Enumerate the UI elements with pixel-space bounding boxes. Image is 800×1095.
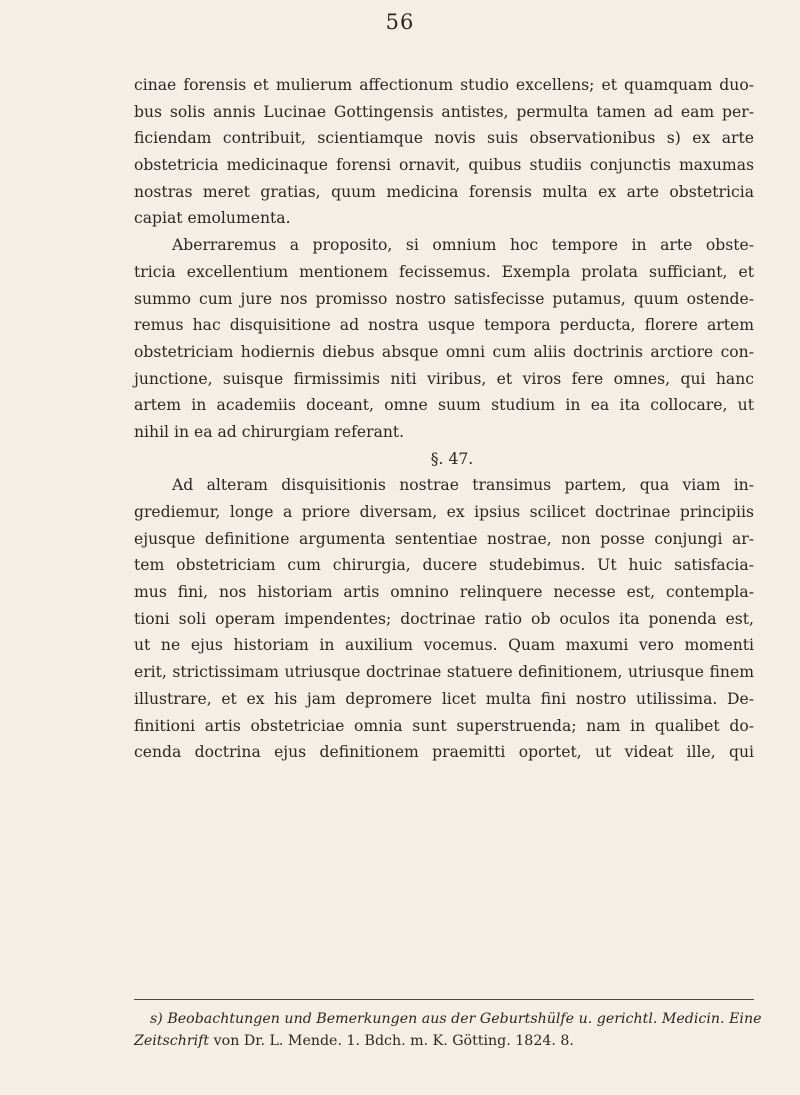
footnote-line [134,1008,762,1030]
text-line: tem obstetriciam cum chirurgia, ducere studebimus. Ut huic satisfacia- [134,556,754,575]
text-line: capiat emolumenta. [134,209,291,228]
text-line: cenda doctrina ejus definitionem praemitti oportet, ut videat ille, qui [134,743,754,762]
text-line: Ad alteram disquisitionis nostrae transimus partem, qua viam in- [172,476,754,495]
paragraph-3 [134,472,754,766]
section-heading: §. 47. [430,449,474,468]
text-line: ut ne ejus historiam in auxilium vocemus. Quam maxumi vero momenti [134,636,754,655]
text-line: nostras meret gratias, quum medicina forensis multa ex arte obstetricia [134,182,754,201]
text-line: mus fini, nos historiam artis omnino relinquere necesse est, contempla- [134,583,754,602]
text-line: tricia excellentium mentionem fecissemus. Exempla prolata sufficiant, et [134,262,754,281]
text-line: ejusque definitione argumenta sententiae nostrae, non posse conjungi ar- [134,529,754,548]
text-line: bus solis annis Lucinae Gottingensis antistes, permulta tamen ad eam per- [134,102,754,121]
text-line: remus hac disquisitione ad nostra usque tempora perducta, florere artem [134,316,754,335]
paragraph-2 [134,232,754,446]
text-line: erit, strictissimam utriusque doctrinae statuere definitionem, utriusque finem [134,663,754,682]
text-line: grediemur, longe a priore diversam, ex ipsius scilicet doctrinae principiis [134,503,754,521]
body-text [134,72,754,766]
text-line: junctione, suisque firmissimis niti viribus, et viros fere omnes, qui hanc [134,369,754,388]
footnote-divider [134,999,754,1000]
footnote-marker: s) [150,1011,163,1027]
footnote [134,1008,762,1052]
text-line: nihil in ea ad chirurgiam referant. [134,422,405,441]
text-line: tioni soli operam impendentes; doctrinae ratio ob oculos ita ponenda est, [134,609,754,628]
footnote-line [134,1030,754,1052]
footnote-citation: von Dr. L. Mende. 1. Bdch. m. K. Götting. 1824. 8. [213,1033,574,1049]
page-number: 56 [385,10,415,34]
text-line: ficiendam contribuit, scientiamque novis suis observationibus s) ex arte [134,129,754,148]
text-line: cinae forensis et mulierum affectionum studio excellens; et quamquam duo- [134,76,754,94]
paragraph-1 [134,72,754,232]
text-line: Aberraremus a proposito, si omnium hoc tempore in arte obste- [172,236,754,255]
footnote-title: Beobachtungen und Bemerkungen aus der Geburtshülfe u. gerichtl. Medicin. Eine [167,1011,762,1027]
text-line: obstetricia medicinaque forensi ornavit, quibus studiis conjunctis maxumas [134,156,754,175]
text-line: summo cum jure nos promisso nostro satisfecisse putamus, quum ostende- [134,289,754,308]
text-line: obstetriciam hodiernis diebus absque omni cum aliis doctrinis arctiore con- [134,342,754,361]
footnote-title-end: Zeitschrift [134,1033,210,1049]
text-line: artem in academiis doceant, omne suum studium in ea ita collocare, ut [134,396,754,415]
text-line: illustrare, et ex his jam depromere licet multa fini nostro utilissima. De- [134,689,754,708]
text-line: finitioni artis obstetriciae omnia sunt superstruenda; nam in qualibet do- [134,716,754,735]
